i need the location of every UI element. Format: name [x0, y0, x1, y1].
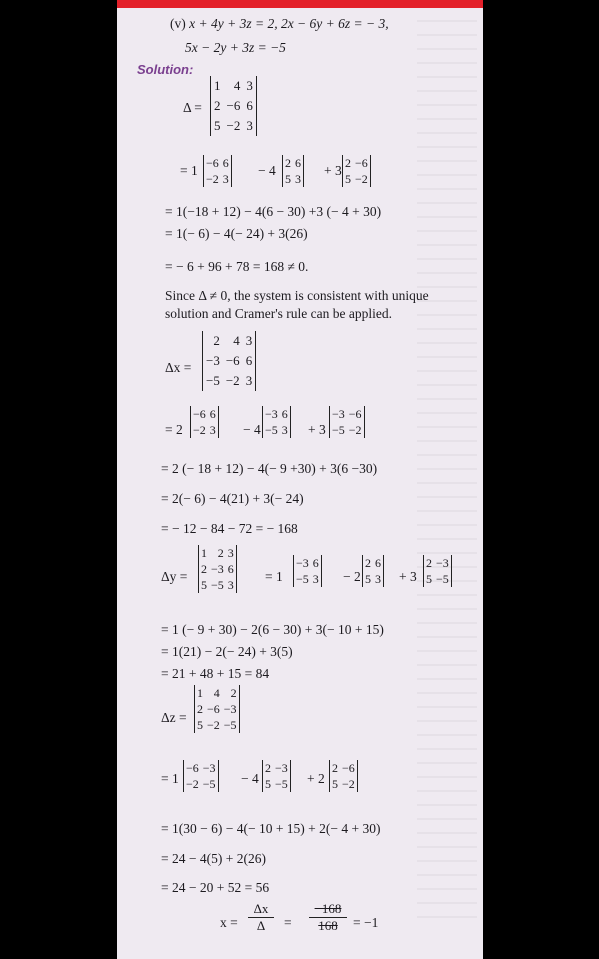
matrix-entry: −5 — [296, 572, 309, 586]
matrix-entry: 5 — [201, 578, 207, 592]
matrix-entry: 3 — [246, 78, 253, 93]
x-fraction-2 — [309, 901, 347, 934]
matrix-row — [199, 577, 236, 593]
matrix-row — [330, 406, 364, 422]
dz-step-2: = 24 − 4(5) + 2(26) — [161, 851, 266, 866]
matrix-entry: −3 — [223, 702, 237, 716]
matrix-entry: 5 — [345, 172, 351, 186]
matrix-entry: 2 — [197, 702, 203, 716]
delta-step-3: = − 6 + 96 + 78 = 168 ≠ 0. — [165, 259, 309, 274]
matrix-entry: 3 — [209, 423, 216, 437]
matrix-row — [195, 685, 239, 701]
matrix-entry: 6 — [312, 556, 319, 570]
matrix-entry: 3 — [245, 373, 253, 388]
matrix-entry: 3 — [227, 578, 234, 592]
matrix-entry: −5 — [332, 423, 345, 437]
delta-step-1: = 1(−18 + 12) − 4(6 − 30) +3 (− 4 + 30) — [165, 204, 382, 219]
matrix-entry: −3 — [436, 556, 449, 570]
matrix-row — [343, 171, 370, 187]
dz-minor-3 — [329, 760, 358, 792]
matrix-entry: −2 — [207, 718, 220, 732]
x-equals: = — [284, 915, 292, 930]
matrix-row — [203, 331, 255, 351]
equation-line-1: x + 4y + 3z = 2, 2x − 6y + 6z = − 3, — [189, 16, 389, 31]
dz-step-1: = 1(30 − 6) − 4(− 10 + 15) + 2(− 4 + 30) — [161, 821, 381, 836]
matrix-entry: 2 — [332, 761, 338, 775]
x-result-value: = −1 — [353, 915, 379, 930]
dx-minor-1 — [190, 406, 219, 438]
matrix-entry: 3 — [281, 423, 288, 437]
problem-line-1 — [170, 16, 389, 32]
x-lhs: x = — [220, 915, 238, 930]
matrix-entry: 3 — [245, 333, 253, 348]
delta-step-2: = 1(− 6) − 4(− 24) + 3(26) — [165, 226, 308, 241]
x-fraction-1 — [248, 901, 274, 934]
matrix-entry: 5 — [365, 572, 371, 586]
dx-label: Δx = — [165, 360, 192, 375]
matrix-entry: −6 — [207, 702, 220, 716]
matrix-row — [203, 371, 255, 391]
matrix-entry: 6 — [281, 407, 288, 421]
matrix-entry: 2 — [201, 562, 207, 576]
matrix-entry: 1 — [197, 686, 203, 700]
matrix-entry: 3 — [227, 546, 234, 560]
matrix-entry: −5 — [211, 578, 224, 592]
matrix-entry: 5 — [197, 718, 203, 732]
matrix-entry: 4 — [233, 78, 241, 93]
matrix-row — [204, 171, 231, 187]
matrix-entry: 2 — [365, 556, 371, 570]
matrix-entry: −2 — [355, 172, 368, 186]
matrix-entry: 2 — [345, 156, 351, 170]
dy-step-2: = 1(21) − 2(− 24) + 3(5) — [161, 644, 293, 659]
matrix-row — [184, 776, 218, 792]
solution-label: Solution: — [137, 62, 194, 77]
matrix-entry: −6 — [186, 761, 199, 775]
matrix-row — [191, 422, 218, 438]
matrix-entry: 4 — [233, 333, 240, 348]
matrix-entry: −5 — [436, 572, 449, 586]
matrix-entry: −2 — [226, 118, 241, 133]
matrix-entry: 6 — [209, 407, 216, 421]
matrix-entry: −2 — [206, 172, 219, 186]
matrix-entry: −3 — [202, 761, 216, 775]
matrix-entry: 2 — [213, 333, 220, 348]
matrix-entry: 1 — [201, 546, 207, 560]
problem-line-2 — [185, 40, 286, 56]
matrix-entry: 5 — [332, 777, 338, 791]
dx-matrix — [202, 331, 256, 391]
matrix-row — [195, 701, 239, 717]
matrix-entry: −6 — [348, 407, 362, 421]
matrix-row — [283, 155, 303, 171]
matrix-entry: −6 — [342, 761, 355, 775]
delta-minor-2 — [282, 155, 304, 187]
matrix-entry: 2 — [217, 546, 224, 560]
matrix-entry: 2 — [426, 556, 432, 570]
matrix-entry: 6 — [222, 156, 229, 170]
matrix-row — [263, 760, 290, 776]
bleed-through-texture — [417, 20, 477, 920]
equation-line-2: 5x − 2y + 3z = −5 — [185, 40, 286, 55]
matrix-row — [211, 76, 256, 96]
matrix-entry: −5 — [275, 777, 288, 791]
matrix-entry: −3 — [275, 761, 288, 775]
matrix-row — [294, 555, 321, 571]
matrix-row — [424, 555, 451, 571]
since-text-line-1: Since Δ ≠ 0, the system is consistent with unique — [165, 288, 429, 303]
matrix-entry: 2 — [214, 98, 221, 113]
matrix-entry: −6 — [225, 353, 240, 368]
matrix-row — [330, 776, 357, 792]
matrix-entry: −5 — [223, 718, 237, 732]
dz-minor-1 — [183, 760, 219, 792]
matrix-row — [343, 155, 370, 171]
dz-step-3: = 24 − 20 + 52 = 56 — [161, 880, 270, 895]
matrix-entry: 6 — [295, 156, 301, 170]
matrix-row — [263, 422, 290, 438]
matrix-row — [363, 555, 383, 571]
matrix-entry: −6 — [355, 156, 368, 170]
matrix-row — [203, 351, 255, 371]
matrix-entry: 6 — [375, 556, 381, 570]
matrix-entry: −5 — [206, 373, 220, 388]
matrix-row — [294, 571, 321, 587]
matrix-row — [199, 545, 236, 561]
matrix-row — [199, 561, 236, 577]
dy-label: Δy = — [161, 569, 188, 584]
delta-coef-2: − 4 — [258, 163, 276, 178]
matrix-entry: 3 — [246, 118, 253, 133]
dy-matrix — [198, 545, 237, 593]
x-frac2-denominator: 168 — [318, 918, 338, 933]
matrix-entry: 3 — [295, 172, 301, 186]
matrix-row — [424, 571, 451, 587]
matrix-entry: 3 — [222, 172, 229, 186]
matrix-entry: 2 — [265, 761, 271, 775]
delta-coef-1: = 1 — [180, 163, 198, 178]
dx-minor-2 — [262, 406, 291, 438]
dx-coef-3: + 3 — [308, 422, 326, 437]
matrix-entry: −3 — [332, 407, 345, 421]
matrix-row — [330, 422, 364, 438]
dy-coef-2: − 2 — [343, 569, 361, 584]
matrix-row — [211, 116, 256, 136]
since-text-line-2: solution and Cramer's rule can be applied. — [165, 306, 392, 321]
dy-coef-3: + 3 — [399, 569, 417, 584]
matrix-row — [330, 760, 357, 776]
matrix-entry: 5 — [285, 172, 291, 186]
page-top-red-bar — [117, 0, 483, 8]
matrix-row — [184, 760, 218, 776]
dx-step-1: = 2 (− 18 + 12) − 4(− 9 +30) + 3(6 −30) — [161, 461, 378, 476]
dy-coef-1: = 1 — [265, 569, 283, 584]
matrix-entry: −3 — [206, 353, 220, 368]
dx-step-3: = − 12 − 84 − 72 = − 168 — [161, 521, 298, 536]
matrix-row — [363, 571, 383, 587]
dx-step-2: = 2(− 6) − 4(21) + 3(− 24) — [161, 491, 304, 506]
dx-coef-2: − 4 — [243, 422, 261, 437]
matrix-entry: −5 — [265, 423, 278, 437]
matrix-entry: 4 — [213, 686, 220, 700]
dy-minor-3 — [423, 555, 452, 587]
matrix-row — [263, 406, 290, 422]
matrix-entry: −5 — [202, 777, 216, 791]
dz-coef-2: − 4 — [241, 771, 259, 786]
matrix-row — [211, 96, 256, 116]
delta-minor-3 — [342, 155, 371, 187]
matrix-entry: −3 — [211, 562, 224, 576]
matrix-entry: 6 — [245, 353, 253, 368]
matrix-row — [263, 776, 290, 792]
matrix-entry: −2 — [193, 423, 206, 437]
delta-label: Δ = — [183, 100, 202, 115]
dy-minor-2 — [362, 555, 384, 587]
x-frac1-numerator: Δx — [248, 901, 274, 918]
matrix-entry: −6 — [226, 98, 241, 113]
matrix-entry: −2 — [348, 423, 362, 437]
matrix-entry: −3 — [296, 556, 309, 570]
dy-step-3: = 21 + 48 + 15 = 84 — [161, 666, 270, 681]
delta-matrix — [210, 76, 257, 136]
dz-coef-3: + 2 — [307, 771, 325, 786]
matrix-entry: −3 — [265, 407, 278, 421]
matrix-entry: 2 — [230, 686, 237, 700]
matrix-entry: 5 — [214, 118, 221, 133]
dz-matrix — [194, 685, 240, 733]
matrix-entry: −2 — [186, 777, 199, 791]
matrix-row — [283, 171, 303, 187]
matrix-entry: 6 — [227, 562, 234, 576]
dx-coef-1: = 2 — [165, 422, 183, 437]
x-frac2-numerator: −168 — [309, 901, 347, 918]
matrix-row — [195, 717, 239, 733]
problem-number: (v) — [170, 16, 186, 31]
matrix-entry: 5 — [265, 777, 271, 791]
delta-coef-3: + 3 — [324, 163, 342, 178]
matrix-entry: 6 — [246, 98, 253, 113]
matrix-entry: −6 — [206, 156, 219, 170]
matrix-entry: −2 — [342, 777, 355, 791]
matrix-row — [191, 406, 218, 422]
dy-minor-1 — [293, 555, 322, 587]
matrix-entry: 5 — [426, 572, 432, 586]
matrix-entry: 3 — [375, 572, 381, 586]
dy-step-1: = 1 (− 9 + 30) − 2(6 − 30) + 3(− 10 + 15) — [161, 622, 384, 637]
matrix-row — [204, 155, 231, 171]
x-frac1-denominator: Δ — [256, 918, 266, 933]
dz-minor-2 — [262, 760, 291, 792]
delta-minor-1 — [203, 155, 232, 187]
dz-label: Δz = — [161, 710, 187, 725]
dz-coef-1: = 1 — [161, 771, 179, 786]
matrix-entry: 3 — [312, 572, 319, 586]
matrix-entry: 1 — [214, 78, 221, 93]
matrix-entry: 2 — [285, 156, 291, 170]
textbook-page — [117, 0, 483, 959]
dx-minor-3 — [329, 406, 365, 438]
matrix-entry: −6 — [193, 407, 206, 421]
matrix-entry: −2 — [225, 373, 240, 388]
